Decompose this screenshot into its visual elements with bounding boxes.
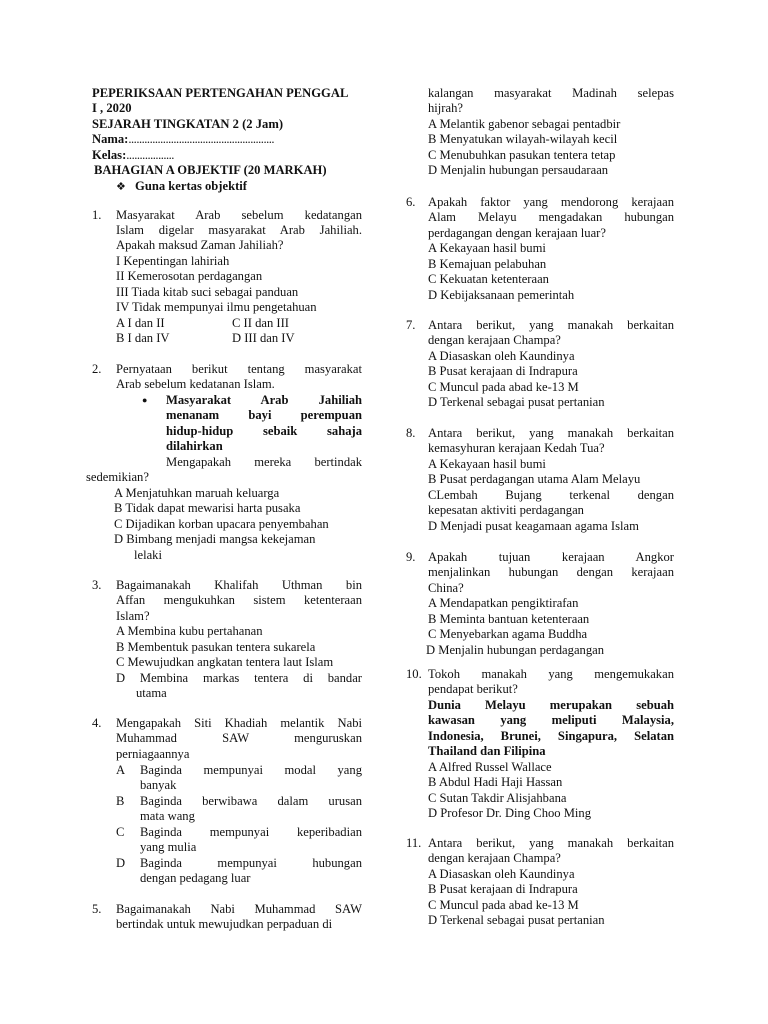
statement-bold: hidup-hidup sebaik sahaja [166, 424, 362, 438]
answer-option-a[interactable]: A Menjatuhkan maruah keluarga [114, 486, 280, 500]
question-text: Bagaimanakah Nabi Muhammad SAW [116, 902, 362, 916]
subject-line: SEJARAH TINGKATAN 2 (2 Jam) [92, 117, 284, 131]
name-blank[interactable]: ....................................................... [128, 132, 275, 146]
question-text: perdagangan dengan kerajaan luar? [428, 226, 606, 240]
question-number: 8. [406, 426, 416, 440]
answer-option-b[interactable]: B I dan IV [116, 331, 170, 345]
question-text: Affan mengukuhkan sistem ketenteraan [116, 593, 362, 607]
question-text: Antara berikut, yang manakah berkaitan [428, 426, 674, 440]
question-text: Tokoh manakah yang mengemukakan [428, 667, 674, 681]
answer-option-c[interactable]: C Dijadikan korban upacara penyembahan [114, 517, 329, 531]
answer-option-d[interactable]: D Menjalin hubungan persaudaraan [428, 163, 609, 177]
question-number: 4. [92, 716, 102, 730]
question-number: 5. [92, 902, 102, 916]
answer-option-c[interactable]: C Sutan Takdir Alisjahbana [428, 791, 567, 805]
answer-option-d[interactable]: Baginda mempunyai hubungan [140, 856, 362, 870]
statement-bold: Masyarakat Arab Jahiliah [166, 393, 362, 407]
question-text: sedemikian? [86, 470, 149, 484]
question-text: Apakah maksud Zaman Jahiliah? [116, 238, 284, 252]
answer-option-c[interactable]: C II dan III [232, 316, 289, 330]
section-title: BAHAGIAN A OBJEKTIF (20 MARKAH) [94, 163, 327, 177]
quote-bold: Thailand dan Filipina [428, 744, 546, 758]
question-text: Apakah faktor yang mendorong kerajaan [428, 195, 674, 209]
answer-option-d-cont: lelaki [134, 548, 162, 562]
question-text: Antara berikut, yang manakah berkaitan [428, 318, 674, 332]
question-text: hijrah? [428, 101, 463, 115]
question-text: China? [428, 581, 464, 595]
question-text: Pernyataan berikut tentang masyarakat [116, 362, 362, 376]
answer-option-d-cont: utama [136, 686, 167, 700]
question-text: Masyarakat Arab sebelum kedatangan [116, 208, 362, 222]
answer-option-a[interactable]: A Diasaskan oleh Kaundinya [428, 349, 575, 363]
question-text: bertindak untuk mewujudkan perpaduan di [116, 917, 333, 931]
answer-option-d-cont: dengan pedagang luar [140, 871, 251, 885]
question-text: kemasyhuran kerajaan Kedah Tua? [428, 441, 605, 455]
answer-option-b[interactable]: B Abdul Hadi Haji Hassan [428, 775, 563, 789]
answer-option-b[interactable]: B Pusat kerajaan di Indrapura [428, 882, 578, 896]
question-number: 9. [406, 550, 416, 564]
question-number: 2. [92, 362, 102, 376]
answer-option-d[interactable]: D III dan IV [232, 331, 295, 345]
question-text: Islam digelar masyarakat Arab Jahiliah. [116, 223, 362, 237]
answer-option-b[interactable]: B Kemajuan pelabuhan [428, 257, 547, 271]
question-text: Alam Melayu mengadakan hubungan [428, 210, 674, 224]
question-number: 6. [406, 195, 416, 209]
answer-option-b[interactable]: B Pusat kerajaan di Indrapura [428, 364, 578, 378]
answer-option-a[interactable]: Baginda mempunyai modal yang [140, 763, 362, 777]
question-text: menjalinkan hubungan dengan kerajaan [428, 565, 674, 579]
statement-item: I Kepentingan lahiriah [116, 254, 230, 268]
question-text: Mengapakah mereka bertindak [166, 455, 362, 469]
answer-option-c[interactable]: C Muncul pada abad ke-13 M [428, 898, 579, 912]
quote-bold: Indonesia, Brunei, Singapura, Selatan [428, 729, 674, 743]
statement-bold: dilahirkan [166, 439, 223, 453]
question-number: 1. [92, 208, 102, 222]
answer-option-b[interactable]: B Membentuk pasukan tentera sukarela [116, 640, 316, 654]
statement-item: III Tiada kitab suci sebagai panduan [116, 285, 299, 299]
answer-option-a[interactable]: A Diasaskan oleh Kaundinya [428, 867, 575, 881]
question-text: Bagaimanakah Khalifah Uthman bin [116, 578, 362, 592]
class-row [92, 148, 174, 163]
option-letter-d: D [116, 856, 126, 870]
answer-option-b[interactable]: Baginda berwibawa dalam urusan [140, 794, 362, 808]
question-text: Apakah tujuan kerajaan Angkor [428, 550, 674, 564]
exam-title-line1: PEPERIKSAAN PERTENGAHAN PENGGAL [92, 86, 349, 100]
statement-item: IV Tidak mempunyai ilmu pengetahuan [116, 300, 317, 314]
question-text: dengan kerajaan Champa? [428, 851, 561, 865]
answer-option-a[interactable]: A Kekayaan hasil bumi [428, 241, 546, 255]
answer-option-b[interactable]: B Meminta bantuan ketenteraan [428, 612, 590, 626]
option-letter-a: A [116, 763, 126, 777]
question-number: 3. [92, 578, 102, 592]
question-number: 10. [406, 667, 422, 681]
answer-option-b-cont: mata wang [140, 809, 195, 823]
answer-option-d[interactable]: D Bimbang menjadi mangsa kekejaman [114, 532, 316, 546]
instruction-row [116, 179, 247, 194]
question-text: pendapat berikut? [428, 682, 518, 696]
option-letter-c: C [116, 825, 125, 839]
answer-option-b[interactable]: B Pusat perdagangan utama Alam Melayu [428, 472, 641, 486]
option-letter-b: B [116, 794, 125, 808]
instruction-text: Guna kertas objektif [135, 179, 247, 193]
question-number: 7. [406, 318, 416, 332]
answer-option-d[interactable]: D Menjadi pusat keagamaan agama Islam [428, 519, 639, 533]
answer-option-a-cont: banyak [140, 778, 177, 792]
answer-option-c[interactable]: C Menubuhkan pasukan tentera tetap [428, 148, 616, 162]
class-label: Kelas: [92, 148, 127, 162]
answer-option-a[interactable]: A Alfred Russel Wallace [428, 760, 552, 774]
answer-option-d[interactable]: D Membina markas tentera di bandar [116, 671, 362, 685]
class-blank[interactable]: .................. [126, 148, 174, 162]
statement-bold: menanam bayi perempuan [166, 408, 362, 422]
answer-option-d[interactable]: D Terkenal sebagai pusat pertanian [428, 395, 605, 409]
answer-option-b[interactable]: B Tidak dapat mewarisi harta pusaka [114, 501, 301, 515]
answer-option-c[interactable]: C Mewujudkan angkatan tentera laut Islam [116, 655, 334, 669]
answer-option-c[interactable]: CLembah Bujang terkenal dengan [428, 488, 674, 502]
answer-option-a[interactable]: A Mendapatkan pengiktirafan [428, 596, 579, 610]
answer-option-a[interactable]: A Membina kubu pertahanan [116, 624, 263, 638]
answer-option-d[interactable]: D Profesor Dr. Ding Choo Ming [428, 806, 592, 820]
answer-option-a[interactable]: A Melantik gabenor sebagai pentadbir [428, 117, 621, 131]
answer-option-c[interactable]: C Menyebarkan agama Buddha [428, 627, 588, 641]
answer-option-c[interactable]: Baginda mempunyai keperibadian [140, 825, 362, 839]
exam-title-line2: I , 2020 [92, 101, 132, 115]
answer-option-a[interactable]: A Kekayaan hasil bumi [428, 457, 546, 471]
name-row [92, 132, 274, 147]
question-text: perniagaannya [116, 747, 190, 761]
question-number: 11. [406, 836, 422, 850]
quote-bold: Dunia Melayu merupakan sebuah [428, 698, 674, 712]
answer-option-b[interactable]: B Menyatukan wilayah-wilayah kecil [428, 132, 618, 146]
answer-option-c-cont: yang mulia [140, 840, 197, 854]
diamond-bullet-icon: ❖ [116, 180, 126, 193]
question-text: kalangan masyarakat Madinah selepas [428, 86, 674, 100]
bullet-icon: ● [142, 395, 148, 405]
answer-option-d[interactable]: D Kebijaksanaan pemerintah [428, 288, 575, 302]
question-text: dengan kerajaan Champa? [428, 333, 561, 347]
answer-option-a[interactable]: A I dan II [116, 316, 165, 330]
question-text: Antara berikut, yang manakah berkaitan [428, 836, 674, 850]
answer-option-c[interactable]: C Kekuatan ketenteraan [428, 272, 549, 286]
quote-bold: kawasan yang meliputi Malaysia, [428, 713, 674, 727]
answer-option-d[interactable]: D Menjalin hubungan perdagangan [426, 643, 605, 657]
statement-item: II Kemerosotan perdagangan [116, 269, 263, 283]
question-text: Arab sebelum kedatanan Islam. [116, 377, 275, 391]
answer-option-c-cont: kepesatan aktiviti perdagangan [428, 503, 584, 517]
answer-option-c[interactable]: C Muncul pada abad ke-13 M [428, 380, 579, 394]
question-text: Mengapakah Siti Khadiah melantik Nabi [116, 716, 362, 730]
answer-option-d[interactable]: D Terkenal sebagai pusat pertanian [428, 913, 605, 927]
question-text: Muhammad SAW menguruskan [116, 731, 362, 745]
question-text: Islam? [116, 609, 150, 623]
name-label: Nama: [92, 132, 129, 146]
